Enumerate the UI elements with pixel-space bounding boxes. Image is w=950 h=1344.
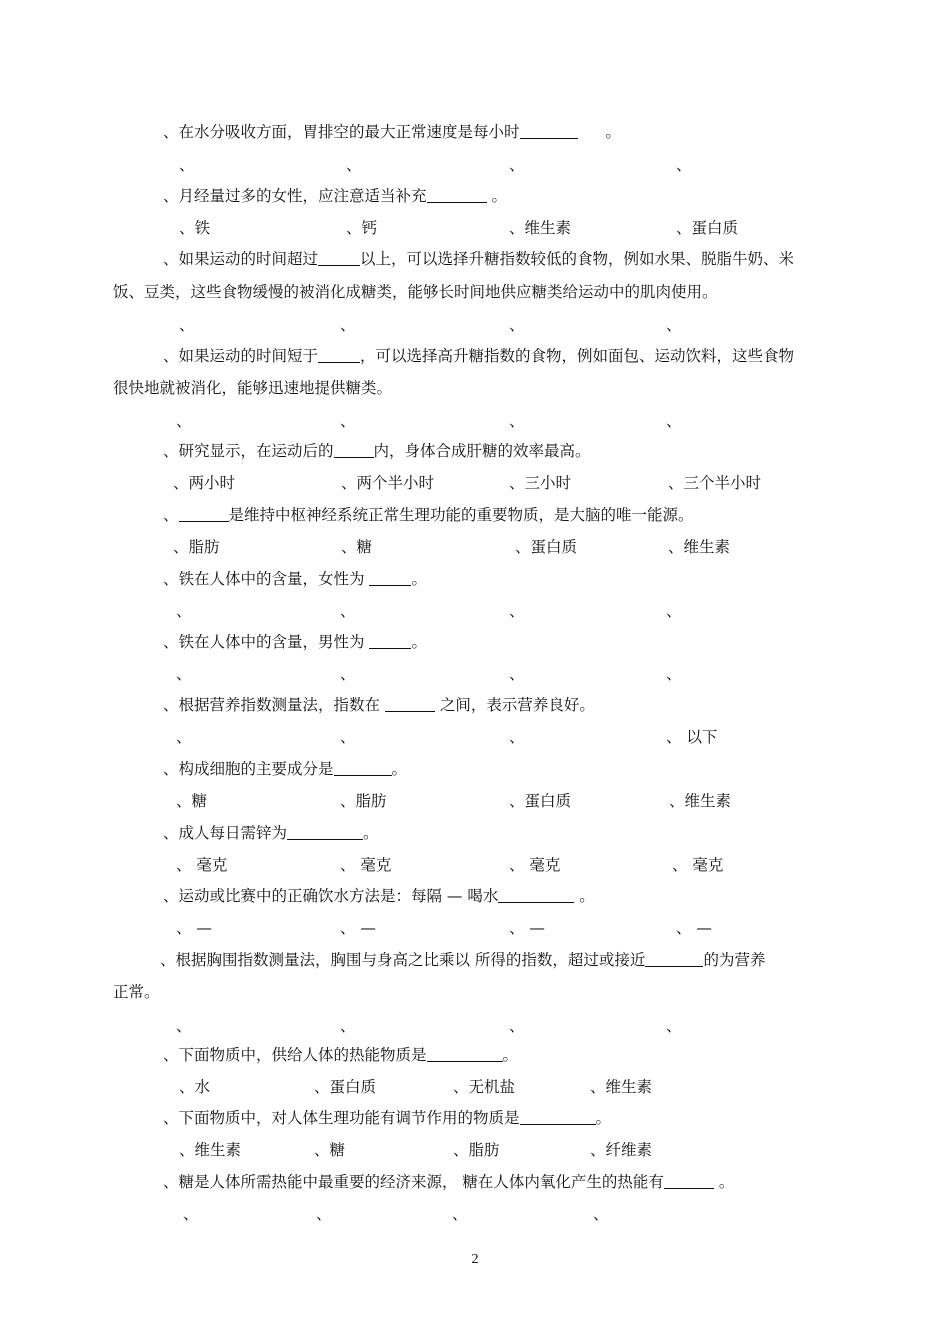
- option-a: 、: [176, 728, 192, 746]
- option-b: 、钙: [346, 219, 378, 237]
- option-b: 、蛋白质: [314, 1078, 377, 1096]
- option-c: 、蛋白质: [509, 792, 572, 810]
- answer-blank: [369, 633, 411, 649]
- answer-blank: [334, 760, 392, 776]
- option-a: 、: [176, 602, 192, 620]
- answer-blank: [385, 696, 435, 712]
- option-c: 、: [452, 1205, 468, 1223]
- question-3: [163, 249, 794, 269]
- option-d: 、: [666, 665, 682, 683]
- answer-blank: [520, 1109, 596, 1125]
- option-c: 、: [509, 316, 525, 334]
- question-text-end: 。: [486, 187, 507, 205]
- option-d: 、: [666, 602, 682, 620]
- option-a: 、: [176, 665, 192, 683]
- option-a: 、脂肪: [173, 538, 220, 556]
- question-text: 、: [163, 506, 179, 524]
- answer-blank: [287, 824, 363, 840]
- option-b: 、 毫克: [340, 856, 392, 874]
- answer-blank: [427, 187, 487, 203]
- option-c: 、: [509, 665, 525, 683]
- question-text: 、月经量过多的女性，应注意适当补充: [163, 187, 427, 205]
- question-text-cont: 以上，可以选择升糖指数较低的食物，例如水果、脱脂牛奶、米: [360, 250, 795, 268]
- option-d: 、 以下: [666, 728, 718, 746]
- option-b: 、脂肪: [340, 792, 387, 810]
- question-12: [163, 886, 595, 906]
- option-c: 、蛋白质: [515, 538, 578, 556]
- option-c: 、: [509, 602, 525, 620]
- question-16: [163, 1172, 734, 1192]
- question-text: 、下面物质中，供给人体的热能物质是: [163, 1046, 427, 1064]
- question-7: [163, 569, 427, 589]
- answer-blank: [664, 1173, 714, 1189]
- option-b: 、: [316, 1205, 332, 1223]
- answer-blank: [645, 951, 703, 967]
- option-c: 、脂肪: [453, 1141, 500, 1159]
- question-14: [163, 1045, 518, 1065]
- option-c: 、维生素: [509, 219, 572, 237]
- option-d: 、 毫克: [672, 856, 724, 874]
- option-c: 、 毫克: [509, 856, 561, 874]
- answer-blank: [179, 506, 229, 522]
- question-2: [163, 186, 507, 206]
- option-a: 、水: [179, 1078, 211, 1096]
- question-text: 、如果运动的时间超过: [163, 250, 319, 268]
- option-b: 、: [340, 412, 356, 430]
- answer-blank: [427, 1046, 503, 1062]
- question-text-end: 。: [363, 824, 379, 842]
- option-b: 、: [340, 665, 356, 683]
- option-d: 、纤维素: [590, 1141, 653, 1159]
- answer-blank: [318, 347, 360, 363]
- question-text-end: 。: [391, 760, 408, 778]
- option-a: 、: [179, 156, 195, 174]
- answer-blank: [498, 887, 574, 903]
- answer-blank: [318, 250, 360, 266]
- option-b: 、两个半小时: [341, 474, 435, 492]
- option-c: 、: [509, 156, 525, 174]
- option-d: 、维生素: [590, 1078, 653, 1096]
- question-text-end: 。: [411, 633, 427, 651]
- option-d: 、 —: [676, 919, 712, 937]
- option-b: 、糖: [314, 1141, 346, 1159]
- question-text-end: 。: [605, 123, 622, 141]
- question-text: 、如果运动的时间短于: [163, 347, 319, 365]
- question-15: [163, 1108, 611, 1128]
- option-b: 、糖: [341, 538, 373, 556]
- question-4: [163, 346, 794, 366]
- option-a: 、两小时: [173, 474, 236, 492]
- question-text: 、运动或比赛中的正确饮水方法是：每隔 — 喝水: [163, 887, 499, 905]
- answer-blank: [334, 442, 374, 458]
- question-text-end: 。: [574, 887, 595, 905]
- question-text: 、研究显示，在运动后的: [163, 442, 334, 460]
- question-text: 、铁在人体中的含量，女性为: [163, 570, 370, 588]
- option-d: 、: [676, 156, 692, 174]
- option-d: 、: [666, 316, 682, 334]
- option-d: 、: [666, 1017, 682, 1035]
- option-c: 、三小时: [509, 474, 572, 492]
- option-b: 、 —: [340, 919, 376, 937]
- question-text-cont: ，可以选择高升糖指数的食物，例如面包、运动饮料，这些食物: [360, 347, 795, 365]
- question-text: 、根据胸围指数测量法，胸围与身高之比乘以 所得的指数，超过或接近: [160, 951, 646, 969]
- option-c: 、: [509, 1017, 525, 1035]
- question-13-wrap: 正常。: [113, 983, 160, 1001]
- option-a: 、 —: [176, 919, 212, 937]
- option-b: 、: [346, 156, 362, 174]
- question-5: [163, 441, 591, 461]
- question-11: [163, 823, 379, 843]
- answer-blank: [520, 123, 578, 139]
- option-a: 、维生素: [179, 1141, 242, 1159]
- question-text-end: 。: [411, 570, 427, 588]
- question-text-cont: 是维持中枢神经系统正常生理功能的重要物质，是大脑的唯一能源。: [228, 506, 694, 524]
- question-9: [163, 695, 595, 715]
- question-text: 、糖是人体所需热能中最重要的经济来源， 糖在人体内氧化产生的热能有: [163, 1173, 664, 1191]
- option-a: 、铁: [179, 219, 211, 237]
- question-text-cont: 内，身体合成肝糖的效率最高。: [373, 442, 591, 460]
- question-text: 、铁在人体中的含量，男性为: [163, 633, 370, 651]
- option-a: 、 毫克: [176, 856, 228, 874]
- option-b: 、: [340, 728, 356, 746]
- option-d: 、: [593, 1205, 609, 1223]
- question-text-end: 。: [713, 1173, 735, 1191]
- question-text-end: 。: [595, 1109, 612, 1127]
- option-b: 、: [340, 1017, 356, 1035]
- option-d: 、维生素: [669, 792, 732, 810]
- question-13: [160, 950, 765, 970]
- option-d: 、维生素: [668, 538, 731, 556]
- question-6: [163, 505, 694, 525]
- option-d: 、蛋白质: [676, 219, 739, 237]
- question-text: 、在水分吸收方面，胃排空的最大正常速度是每小时: [163, 123, 520, 141]
- option-a: 、糖: [176, 792, 208, 810]
- option-a: 、: [176, 412, 192, 430]
- option-c: 、 —: [509, 919, 545, 937]
- question-text-end: 。: [502, 1046, 519, 1064]
- option-c: 、: [509, 728, 525, 746]
- option-a: 、: [183, 1205, 199, 1223]
- option-c: 、无机盐: [453, 1078, 516, 1096]
- option-a: 、: [179, 316, 195, 334]
- answer-blank: [369, 570, 411, 586]
- question-8: [163, 632, 427, 652]
- question-text: 、构成细胞的主要成分是: [163, 760, 334, 778]
- question-4-wrap: 很快地就被消化，能够迅速地提供糖类。: [113, 379, 393, 397]
- question-text-cont: 的为营养: [703, 951, 766, 969]
- option-c: 、: [509, 412, 525, 430]
- option-b: 、: [340, 602, 356, 620]
- page-number: 2: [471, 1252, 479, 1267]
- question-text: 、根据营养指数测量法，指数在: [163, 696, 385, 714]
- question-1: [163, 122, 621, 142]
- question-3-wrap: 饭、豆类，这些食物缓慢的被消化成糖类，能够长时间地供应糖类给运动中的肌肉使用。: [113, 283, 718, 301]
- question-text: 、下面物质中，对人体生理功能有调节作用的物质是: [163, 1109, 520, 1127]
- question-10: [163, 759, 407, 779]
- question-text-cont: 之间，表示营养良好。: [434, 696, 595, 714]
- option-d: 、三个半小时: [668, 474, 762, 492]
- option-d: 、: [666, 412, 682, 430]
- question-text: 、成人每日需锌为: [163, 824, 288, 842]
- option-b: 、: [340, 316, 356, 334]
- option-a: 、: [176, 1017, 192, 1035]
